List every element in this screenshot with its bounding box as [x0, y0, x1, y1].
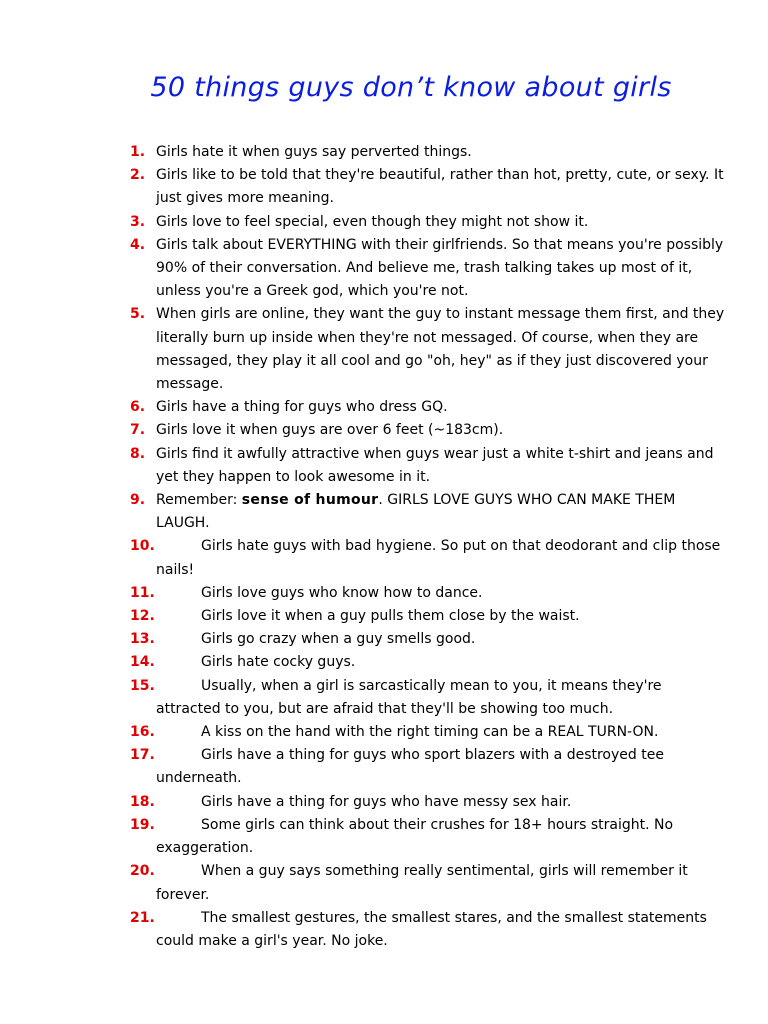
list-item	[130, 141, 730, 164]
list-item	[130, 721, 730, 744]
list-item	[130, 582, 730, 605]
item-number: 13.	[130, 631, 155, 648]
item-number: 18.	[130, 793, 155, 810]
item-number: 12.	[130, 608, 155, 625]
list-item	[130, 489, 730, 535]
item-text: Girls find it awfully attractive when guys wear just a white t-shirt and jeans and yet they happen to look awesome in it.	[156, 445, 714, 485]
item-text: A kiss on the hand with the right timing can be a REAL TURN-ON.	[201, 724, 659, 741]
item-text: When girls are online, they want the guy to instant message them first, and they literally burn up inside when they're not messaged. Of course, when they are messaged, they play it all cool and go "oh, hey" as if they just discovered your message.	[156, 306, 725, 393]
item-text: Girls go crazy when a guy smells good.	[201, 631, 476, 648]
item-text: The smallest gestures, the smallest stares, and the smallest statements could make a girl's year. No joke.	[156, 909, 707, 949]
item-text: Usually, when a girl is sarcastically mean to you, it means they're attracted to you, but are afraid that they'll be showing too much.	[156, 677, 662, 717]
item-text: When a guy says something really sentimental, girls will remember it forever.	[156, 863, 688, 903]
item-number: 20.	[130, 863, 155, 880]
item-number: 5.	[130, 306, 146, 323]
item-text: Girls hate guys with bad hygiene. So put on that deodorant and clip those nails!	[156, 538, 721, 578]
item-text: Girls love it when guys are over 6 feet (~183cm).	[156, 422, 504, 439]
item-number: 4.	[130, 236, 146, 253]
item-text: Girls talk about EVERYTHING with their girlfriends. So that means you're possibly 90% of their conversation. And believe me, trash talking takes up most of it, unless you're a Greek god, which you're not.	[156, 236, 724, 300]
list-item	[130, 675, 730, 721]
document-title: 50 things guys don’t know about girls	[150, 72, 672, 103]
item-number: 11.	[130, 584, 155, 601]
item-number: 1.	[130, 144, 146, 160]
item-number: 2.	[130, 167, 146, 184]
list-item	[130, 860, 730, 906]
list-item	[130, 605, 730, 628]
list-item	[130, 396, 730, 419]
list-item	[130, 628, 730, 651]
item-text: Girls have a thing for guys who sport blazers with a destroyed tee underneath.	[156, 747, 664, 787]
item-number: 3.	[130, 213, 146, 230]
list-item	[130, 814, 730, 860]
item-number: 15.	[130, 677, 155, 694]
item-number: 17.	[130, 747, 155, 764]
list-item	[130, 211, 730, 234]
item-number: 6.	[130, 399, 146, 416]
item-text: Girls like to be told that they're beautiful, rather than hot, pretty, cute, or sexy. It just gives more meaning.	[156, 167, 724, 207]
list-item	[130, 419, 730, 442]
item-text: Girls love it when a guy pulls them close by the waist.	[201, 608, 580, 625]
item-text: Girls love guys who know how to dance.	[201, 584, 483, 601]
item-number: 9.	[130, 492, 146, 509]
item-text: Some girls can think about their crushes for 18+ hours straight. No exaggeration.	[156, 816, 674, 857]
item-number: 14.	[130, 654, 155, 671]
item-text: Girls have a thing for guys who have messy sex hair.	[201, 793, 572, 810]
list-item	[130, 744, 730, 790]
item-number: 7.	[130, 422, 146, 439]
list-item	[130, 907, 730, 953]
item-number: 16.	[130, 724, 155, 741]
item-number: 8.	[130, 445, 146, 462]
item-number: 19.	[130, 816, 155, 833]
item-text: Girls hate it when guys say perverted things.	[156, 144, 472, 160]
list-item	[130, 535, 730, 581]
item-text: Girls have a thing for guys who dress GQ.	[156, 399, 448, 416]
item-number: 21.	[130, 909, 155, 926]
list-item	[130, 791, 730, 814]
numbered-list	[130, 141, 730, 953]
item-number: 10.	[130, 538, 155, 555]
list-item	[130, 303, 730, 396]
item-text-bold: sense of humour	[241, 492, 379, 509]
item-text: Girls hate cocky guys.	[201, 654, 356, 671]
list-item	[130, 651, 730, 674]
item-text: Girls love to feel special, even though they might not show it.	[156, 213, 589, 230]
list-item	[130, 164, 730, 210]
item-text-post: . GIRLS LOVE GUYS WHO CAN MAKE THEM LAUGH.	[156, 492, 676, 532]
list-item	[130, 234, 730, 304]
item-text-pre: Remember:	[156, 492, 242, 509]
list-item	[130, 443, 730, 489]
